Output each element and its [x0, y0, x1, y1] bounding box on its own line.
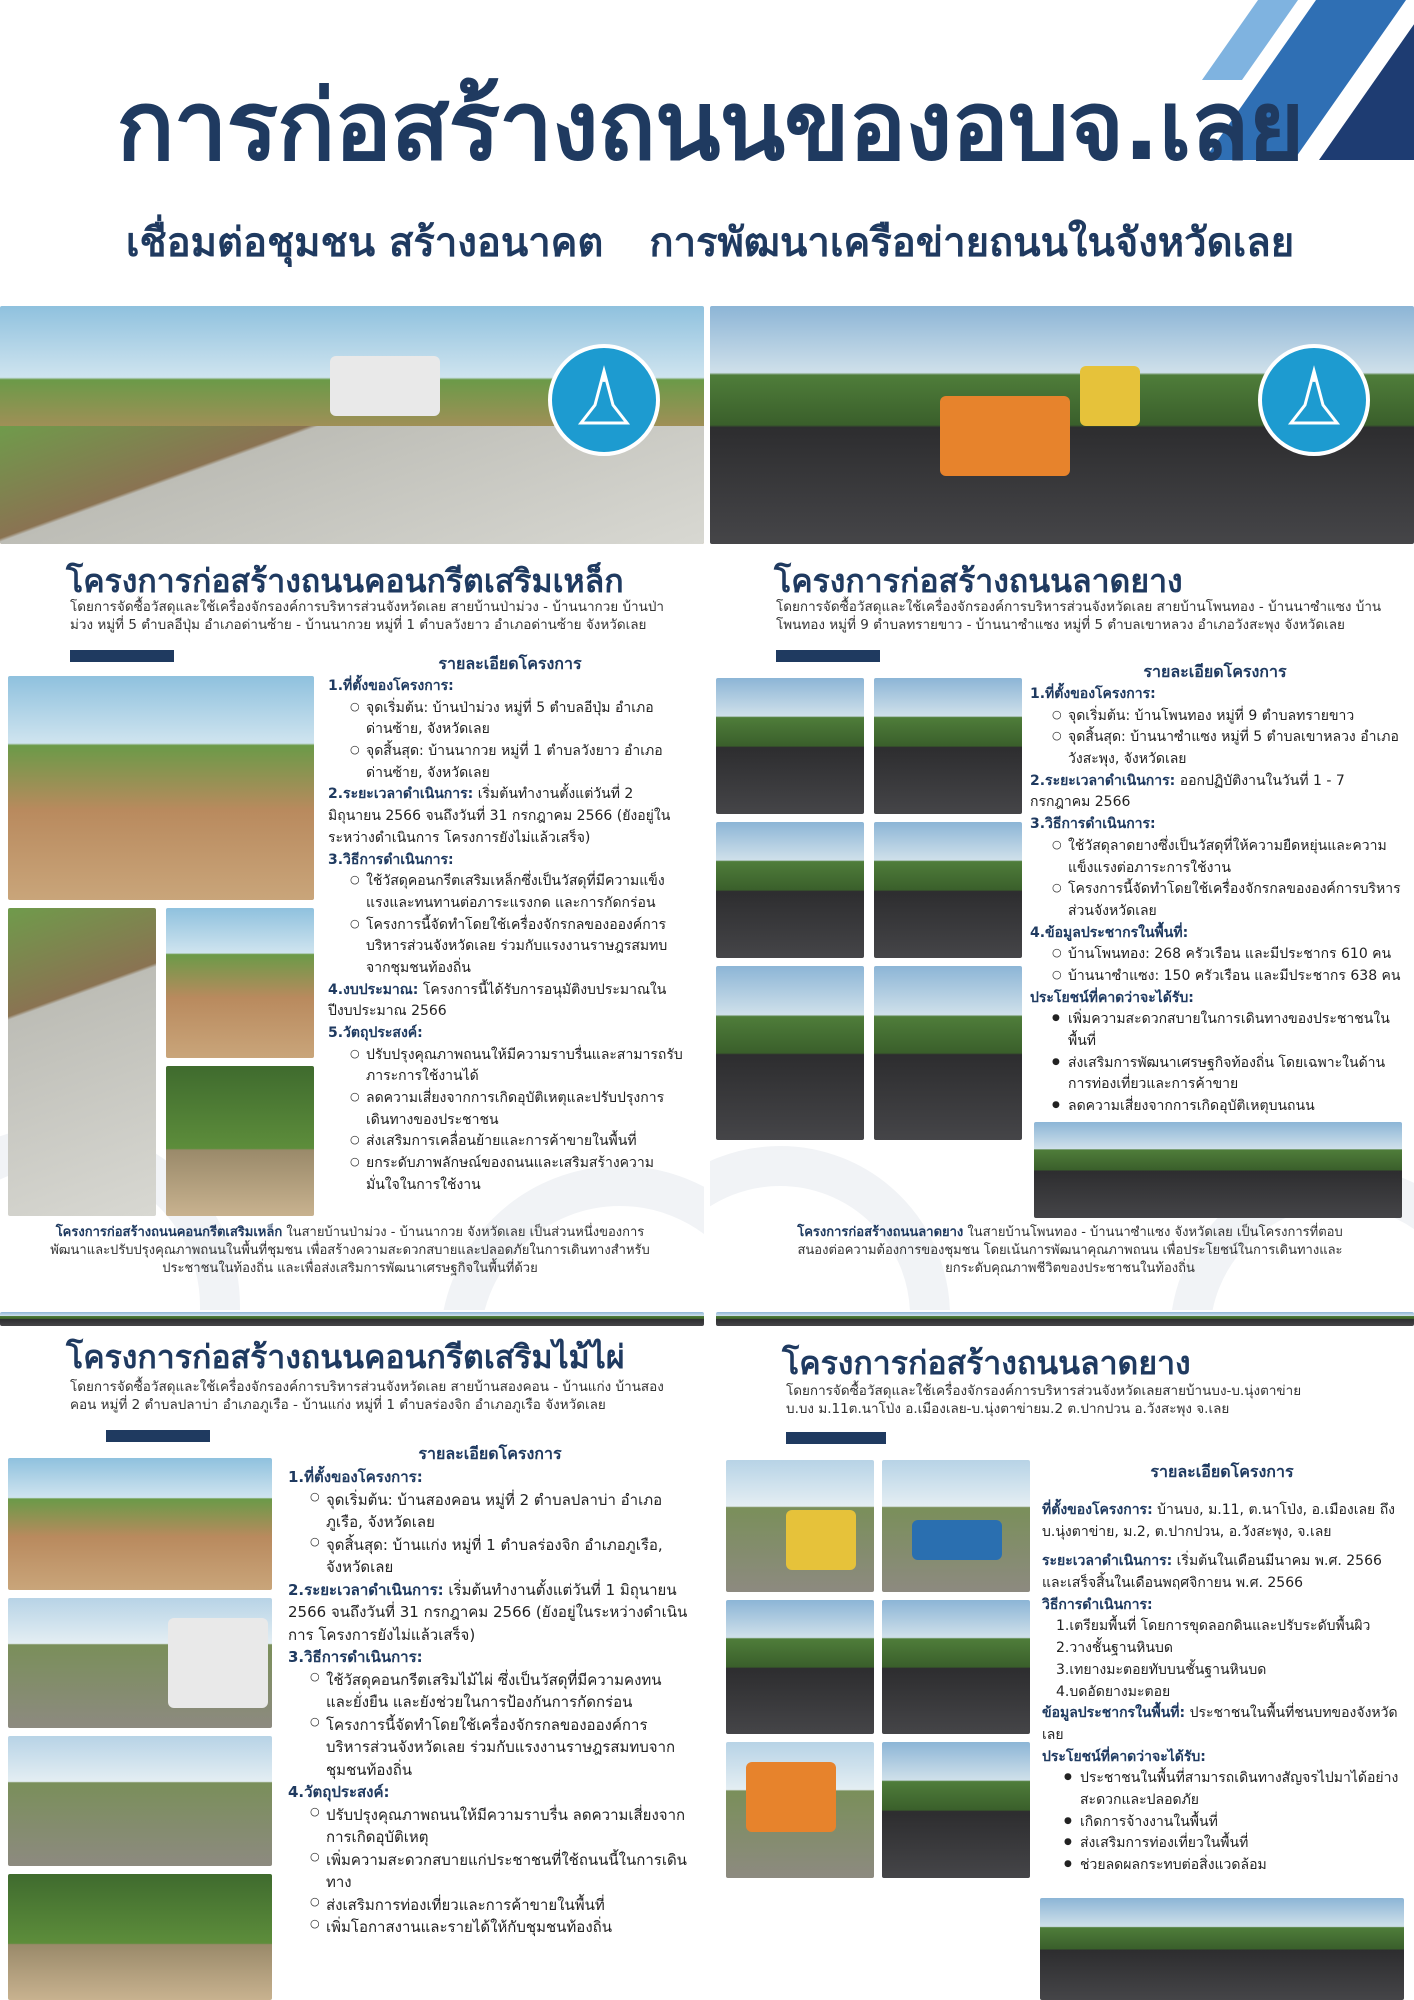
footnote-bold: โครงการก่อสร้างถนนลาดยาง	[797, 1225, 964, 1240]
method-step: 2.วางชั้นฐานหินบด	[1056, 1640, 1173, 1657]
objective-item: ○ ยกระดับภาพลักษณ์ของถนนและเสริมสร้างความมั่นใจในการใช้งาน	[350, 1153, 686, 1196]
objective-item: ○ ลดความเสี่ยงจากการเกิดอุบัติเหตุและปรับปรุงการเดินทางของประชาชน	[350, 1088, 686, 1131]
top-photo-strip	[0, 1312, 704, 1326]
photo-new-asphalt	[716, 966, 864, 1140]
title-underline-bar	[786, 1432, 886, 1444]
details-heading: รายละเอียดโครงการ	[1150, 1462, 1294, 1481]
benefit-item: ● ประชาชนในพื้นที่สามารถเดินทางสัญจรไปมาได้อย่างสะดวกและปลอดภัย	[1064, 1768, 1410, 1811]
method-item: ○ ใช้วัสดุคอนกรีตเสริมเหล็กซึ่งเป็นวัสดุที่มีความแข็งแรงและทนทานต่อภาระแรงกด และการกัดกร่อน	[350, 871, 686, 914]
benefit-item: ● ส่งเสริมการท่องเที่ยวในพื้นที่	[1064, 1833, 1410, 1855]
duration-text: ออกปฏิบัติงานในวันที่ 1 - 7 กรกฎาคม 2566	[1030, 772, 1345, 811]
road-roller	[940, 396, 1070, 476]
panel-footnote	[40, 1224, 660, 1279]
hero-photo-road-roller	[710, 306, 1414, 544]
duration-text: เริ่มต้นทำงานตั้งแต่วันที่ 2 มิถุนายน 2566 จนถึงวันที่ 31 กรกฎาคม 2566 (ยังอยู่ในระหว่างดำเนินการ โครงการยังไม่แล้วเสร็จ)	[328, 786, 671, 846]
photo-yellow-machine	[882, 1742, 1030, 1878]
section-objectives: 4.วัตถุประสงค์:	[288, 1783, 390, 1801]
subtitle-left: เชื่อมต่อชุมชน สร้างอนาคต	[125, 220, 604, 266]
method-step: 1.เตรียมพื้นที่ โดยการขุดลอกดินและปรับระดับพื้นผิว	[1056, 1618, 1371, 1635]
objective-item: ○ เพิ่มความสะดวกสบายแก่ประชาชนที่ใช้ถนนนี้ในการเดินทาง	[310, 1849, 688, 1894]
hero-photo-concrete-pouring	[0, 306, 704, 544]
section-population: ข้อมูลประชากรในพื้นที่:	[1042, 1705, 1186, 1722]
objective-item: ○ ส่งเสริมการท่องเที่ยวและการค้าขายในพื้นที่	[310, 1894, 688, 1917]
photo-forest-workers	[8, 1874, 272, 2000]
section-benefits: ประโยชน์ที่คาดว่าจะได้รับ:	[1030, 989, 1194, 1006]
objective-item: ○ ปรับปรุงคุณภาพถนนให้มีความราบรื่นและสามารถรับภาระการใช้งานได้	[350, 1045, 686, 1088]
method-item: ○ ใช้วัสดุลาดยางซึ่งเป็นวัสดุที่ให้ความยืดหยุ่นและความแข็งแรงต่อภาระการใช้งาน	[1052, 836, 1402, 879]
section-location: 1.ที่ตั้งของโครงการ:	[1030, 686, 1156, 702]
details-heading: รายละเอียดโครงการ	[418, 1444, 562, 1463]
section-population: 4.ข้อมูลประชากรในพื้นที่:	[1030, 924, 1189, 941]
method-item: ○ ใช้วัสดุคอนกรีตเสริมไม้ไผ่ ซึ่งเป็นวัสดุที่มีความคงทนและยั่งยืน และยังช่วยในการป้องกันการกัดกร่อน	[310, 1669, 688, 1714]
panel-footnote	[790, 1224, 1350, 1279]
photo-road-hill	[166, 908, 314, 1058]
section-method: 3.วิธีการดำเนินการ:	[1030, 816, 1156, 833]
panel-asphalt-road-1	[710, 306, 1414, 1310]
location-start: ○ จุดเริ่มต้น: บ้านป่าม่วง หมู่ที่ 5 ตำบลอีปุ่ม อำเภอด่านซ้าย, จังหวัดเลย	[350, 698, 686, 741]
title-underline-bar	[70, 650, 174, 662]
section-duration: 2.ระยะเวลาดำเนินการ:	[328, 786, 474, 803]
project-details	[1030, 684, 1402, 1118]
photo-tanker	[882, 1600, 1030, 1734]
page-title: การก่อสร้างถนนของอบจ.เลย	[116, 70, 1304, 182]
footnote-text: ในสายบ้านป่าม่วง - บ้านนากวย จังหวัดเลย เป็นส่วนหนึ่งของการพัฒนาและปรับปรุงคุณภาพถนนในพื้นที่ชุมชน เพื่อสร้างความสะดวกสบายและปลอดภัยในการเดินทางสำหรับประชาชนในท้องถิ่น และเพื่อส่งเสริมการพัฒนาเศรษฐกิจในพื้นที่ด้วย	[50, 1225, 650, 1277]
location-start: ○ จุดเริ่มต้น: บ้านสองคอน หมู่ที่ 2 ตำบลปลาบ่า อำเภอภูเรือ, จังหวัดเลย	[310, 1489, 688, 1534]
org-logo-icon	[1258, 344, 1370, 456]
section-method: วิธีการดำเนินการ:	[1042, 1596, 1153, 1613]
project-details	[328, 676, 686, 1197]
benefit-item: ● ส่งเสริมการพัฒนาเศรษฐกิจท้องถิ่น โดยเฉพาะในด้านการท่องเที่ยวและการค้าขาย	[1052, 1053, 1402, 1096]
blue-truck	[912, 1520, 1002, 1560]
details-heading: รายละเอียดโครงการ	[1143, 662, 1287, 681]
location-end: ○ จุดสิ้นสุด: บ้านแก่ง หมู่ที่ 1 ตำบลร่องจิก อำเภอภูเรือ, จังหวัดเลย	[310, 1534, 688, 1579]
location-text: บ้านบง, ม.11, ต.นาโป่ง, อ.เมืองเลย ถึง บ.นุ่งตาข่าย, ม.2, ต.ปากปวน, อ.วังสะพุง, จ.เลย	[1042, 1502, 1396, 1540]
section-objectives: 5.วัตถุประสงค์:	[328, 1025, 423, 1041]
road-roller-2	[1080, 366, 1140, 426]
footnote-text: ในสายบ้านโพนทอง - บ้านนาซำแซง จังหวัดเลย เป็นโครงการที่ตอบสนองต่อความต้องการของชุมชน โดยเน้นการพัฒนาคุณภาพถนน เพื่อประโยชน์ในการเดินทางและยกระดับคุณภาพชีวิตของประชาชนในท้องถิ่น	[797, 1225, 1343, 1277]
road-roller	[786, 1510, 856, 1570]
photo-finished-asphalt	[1040, 1898, 1404, 2000]
dump-truck	[746, 1762, 836, 1832]
photo-roller-truck	[726, 1460, 874, 1592]
photo-dump-truck	[726, 1742, 874, 1878]
location-end: ○ จุดสิ้นสุด: บ้านนาซำแซง หมู่ที่ 5 ตำบลเขาหลวง อำเภอวังสะพุง, จังหวัดเลย	[1052, 727, 1402, 770]
photo-roller-road	[716, 822, 864, 958]
section-duration: 2.ระยะเวลาดำเนินการ:	[1030, 772, 1176, 789]
section-duration: 2.ระยะเวลาดำเนินการ:	[288, 1580, 444, 1599]
objective-item: ○ เพิ่มโอกาสงานและรายได้ให้กับชุมชนท้องถิ่น	[310, 1916, 688, 1939]
panel-title: โครงการก่อสร้างถนนคอนกรีตเสริมไม้ไผ่	[66, 1338, 625, 1376]
details-heading: รายละเอียดโครงการ	[438, 654, 582, 673]
benefit-item: ● เกิดการจ้างงานในพื้นที่	[1064, 1812, 1410, 1834]
method-step: 3.เทยางมะตอยทับบนชั้นฐานหินบด	[1056, 1661, 1267, 1678]
panel-reinforced-concrete-road	[0, 306, 704, 1310]
panel-description: โดยการจัดซื้อวัสดุและใช้เครื่องจักรองค์การบริหารส่วนจังหวัดเลย สายบ้านโพนทอง - บ้านนาซำแซง บ้านโพนทอง หมู่ที่ 9 ตำบลทรายขาว - บ้านนาซำแซง หมู่ที่ 5 ตำบลเขาหลวง อำเภอวังสะพุง จังหวัดเลย	[776, 599, 1382, 634]
page-subtitle	[60, 210, 1360, 274]
photo-concrete-pouring	[8, 1736, 272, 1866]
method-step: 4.บดอัดยางมะตอย	[1056, 1683, 1171, 1700]
photo-roller-close	[874, 822, 1022, 958]
population-item: ○ บ้านนาซำแซง: 150 ครัวเรือน และมีประชากร 638 คน	[1052, 966, 1402, 988]
top-photo-strip	[716, 1312, 1414, 1326]
panel-description: โดยการจัดซื้อวัสดุและใช้เครื่องจักรองค์การบริหารส่วนจังหวัดเลยสายบ้านบง-บ.นุ่งตาข่าย บ.บง ม.11ต.นาโป่ง อ.เมืองเลย-บ.นุ่งตาข่ายม.2 ต.ปากปวน อ.วังสะพุง จ.เลย	[786, 1383, 1302, 1418]
project-details	[1042, 1500, 1410, 1877]
method-item: ○ โครงการนี้จัดทำโดยใช้เครื่องจักรกลของอองค์การบริหารส่วนจังหวัดเลย ร่วมกับแรงงานราษฎรสมทบจากชุมชนท้องถิ่น	[310, 1714, 688, 1782]
duration-text: เริ่มต้นทำงานตั้งแต่วันที่ 1 มิถุนายน 2566 จนถึงวันที่ 31 กรกฎาคม 2566 (ยังอยู่ในระหว่างดำเนินการ โครงการยังไม่แล้วเสร็จ)	[288, 1580, 688, 1644]
benefit-item: ● ลดความเสี่ยงจากการเกิดอุบัติเหตุบนถนน	[1052, 1096, 1402, 1118]
photo-paver	[716, 678, 864, 814]
panel-title: โครงการก่อสร้างถนนลาดยาง	[774, 562, 1183, 600]
benefit-item: ● เพิ่มความสะดวกสบายในการเดินทางของประชาชนในพื้นที่	[1052, 1009, 1402, 1052]
method-item: ○ โครงการนี้จัดทำโดยใช้เครื่องจักรกลขององค์การบริหารส่วนจังหวัดเลย	[1052, 879, 1402, 922]
panel-description: โดยการจัดซื้อวัสดุและใช้เครื่องจักรองค์การบริหารส่วนจังหวัดเลย สายบ้านป่าม่วง - บ้านนากวย บ้านป่าม่วง หมู่ที่ 5 ตำบลอีปุ่ม อำเภอด่านซ้าย - บ้านนากวย หมู่ที่ 1 ตำบลวังยาว อำเภอด่านซ้าย จังหวัดเลย	[70, 599, 665, 634]
section-method: 3.วิธีการดำเนินการ:	[328, 851, 454, 868]
benefit-item: ● ช่วยลดผลกระทบต่อสิ่งแวดล้อม	[1064, 1855, 1410, 1877]
population-text: ประชาชนในพื้นที่ชนบทของจังหวัดเลย	[1042, 1705, 1398, 1743]
location-end: ○ จุดสิ้นสุด: บ้านนากวย หมู่ที่ 1 ตำบลวังยาว อำเภอด่านซ้าย, จังหวัดเลย	[350, 741, 686, 784]
section-budget: 4.งบประมาณ:	[328, 981, 419, 998]
population-item: ○ บ้านโพนทอง: 268 ครัวเรือน และมีประชากร 610 คน	[1052, 944, 1402, 966]
photo-paver-workers	[874, 678, 1022, 814]
photo-finished-asphalt	[1034, 1122, 1402, 1218]
objective-item: ○ ส่งเสริมการเคลื่อนย้ายและการค้าขายในพื้นที่	[350, 1131, 686, 1153]
truck	[168, 1618, 268, 1708]
section-location: 1.ที่ตั้งของโครงการ:	[328, 678, 454, 694]
photo-dirt-road	[8, 676, 314, 900]
section-location: 1.ที่ตั้งของโครงการ:	[288, 1468, 423, 1486]
org-logo-icon	[548, 344, 660, 456]
project-details	[288, 1466, 688, 1939]
objective-item: ○ ปรับปรุงคุณภาพถนนให้มีความราบรื่น ลดความเสี่ยงจากการเกิดอุบัติเหตุ	[310, 1804, 688, 1849]
subtitle-right: การพัฒนาเครือข่ายถนนในจังหวัดเลย	[649, 220, 1295, 266]
panel-bamboo-concrete-road	[0, 1312, 704, 2000]
concrete-mixer-truck	[330, 356, 440, 416]
photo-asphalt-truck	[874, 966, 1022, 1140]
location-start: ○ จุดเริ่มต้น: บ้านโพนทอง หมู่ที่ 9 ตำบลทรายขาว	[1052, 706, 1402, 728]
method-item: ○ โครงการนี้จัดทำโดยใช้เครื่องจักรกลของอองค์การบริหารส่วนจังหวัดเลย ร่วมกับแรงงานราษฎรสมทบจากชุมชนท้องถิ่น	[350, 915, 686, 980]
panel-asphalt-road-2	[716, 1312, 1414, 2000]
panel-title: โครงการก่อสร้างถนนคอนกรีตเสริมเหล็ก	[66, 562, 624, 600]
panel-description: โดยการจัดซื้อวัสดุและใช้เครื่องจักรองค์การบริหารส่วนจังหวัดเลย สายบ้านสองคอน - บ้านแก่ง บ้านสองคอน หมู่ที่ 2 ตำบลปลาบ่า อำเภอภูเรือ - บ้านแก่ง หมู่ที่ 1 ตำบลร่องจิก อำเภอภูเรือ จังหวัดเลย	[70, 1379, 664, 1414]
title-underline-bar	[106, 1430, 210, 1442]
photo-truck-workers	[8, 1598, 272, 1728]
section-duration: ระยะเวลาดำเนินการ:	[1042, 1553, 1173, 1570]
footnote-bold: โครงการก่อสร้างถนนคอนกรีตเสริมเหล็ก	[55, 1225, 283, 1240]
photo-workers-road	[726, 1600, 874, 1734]
section-location: ที่ตั้งของโครงการ:	[1042, 1502, 1153, 1518]
photo-blue-truck	[882, 1460, 1030, 1592]
panel-title: โครงการก่อสร้างถนนลาดยาง	[782, 1344, 1191, 1382]
photo-workers-concrete	[8, 908, 156, 1216]
section-method: 3.วิธีการดำเนินการ:	[288, 1648, 423, 1666]
photo-finished-concrete	[166, 1066, 314, 1216]
section-benefits: ประโยชน์ที่คาดว่าจะได้รับ:	[1042, 1748, 1206, 1765]
photo-dirt-road	[8, 1458, 272, 1590]
duration-text: เริ่มต้นในเดือนมีนาคม พ.ศ. 2566 และเสร็จสิ้นในเดือนพฤศจิกายน พ.ศ. 2566	[1042, 1553, 1382, 1592]
title-underline-bar	[776, 650, 880, 662]
budget-text: โครงการนี้ได้รับการอนุมัติงบประมาณในปีงบประมาณ 2566	[328, 981, 667, 1020]
